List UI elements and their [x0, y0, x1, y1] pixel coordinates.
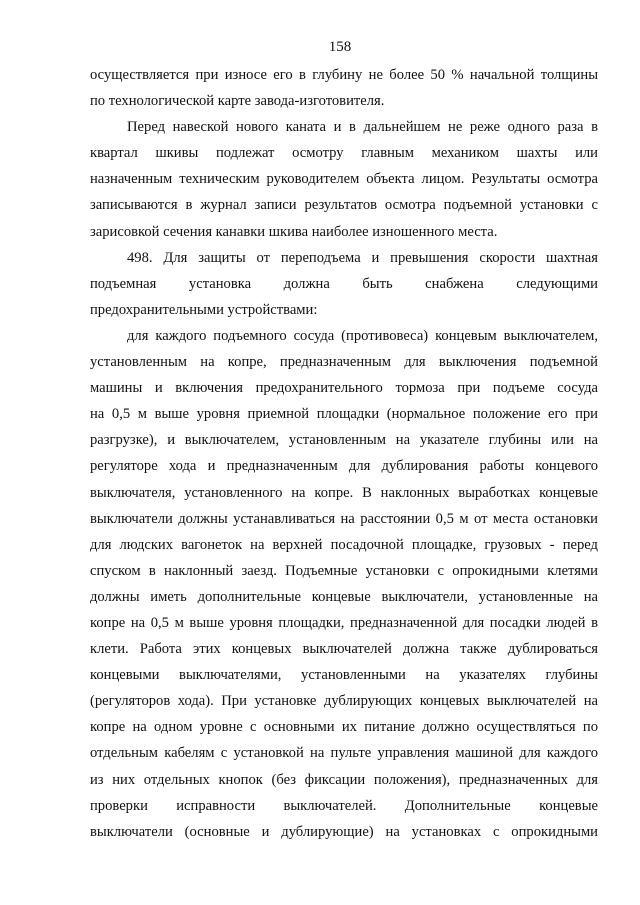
text-line: проверки исправности выключателей. Дополнительные концевые: [90, 797, 598, 814]
text-line: отдельным кабелям с установкой на пульте управления машиной для каждого: [90, 745, 598, 762]
text-line: разгрузке), и выключателем, установленным на указателе глубины или на: [90, 432, 598, 449]
text-line: должны иметь дополнительные концевые выключатели, установленные на: [90, 588, 598, 605]
text-line: выключатели должны устанавливаться на расстоянии 0,5 м от места остановки: [90, 510, 598, 527]
text-line: выключателя, установленного на копре. В наклонных выработках концевые: [90, 484, 598, 501]
text-line: спуском в наклонный заезд. Подъемные установки с опрокидными клетями: [90, 562, 598, 579]
text-line: копре на 0,5 м выше уровня площадки, предназначенной для посадки людей в: [90, 614, 598, 631]
text-line: для людских вагонеток на верхней посадочной площадке, грузовых - перед: [90, 536, 598, 553]
text-line: для каждого подъемного сосуда (противовеса) концевым выключателем,: [127, 327, 598, 344]
text-line: установленным на копре, предназначенным для выключения подъемной: [90, 354, 598, 371]
text-line: подъемная установка должна быть снабжена следующими: [90, 275, 598, 292]
text-line: концевыми выключателями, установленными на указателях глубины: [90, 667, 598, 684]
text-line: машины и включения предохранительного тормоза при подъеме сосуда: [90, 380, 598, 397]
text-line: квартал шкивы подлежат осмотру главным механиком шахты или: [90, 145, 598, 162]
text-line: из них отдельных кнопок (без фиксации положения), предназначенных для: [90, 771, 598, 788]
page-number: 158: [328, 39, 352, 55]
text-line: осуществляется при износе его в глубину не более 50 % начальной толщины: [90, 67, 598, 83]
text-line: записываются в журнал записи результатов осмотра подъемной установки с: [90, 197, 598, 214]
text-line: клети. Работа этих концевых выключателей должна также дублироваться: [90, 641, 598, 658]
text-line: копре на одном уровне с основными их питание должно осуществляться по: [90, 719, 598, 736]
text-line: регуляторе хода и предназначенным для дублирования работы концевого: [90, 458, 598, 475]
text-line: 498. Для защиты от переподъема и превышения скорости шахтная: [127, 249, 598, 266]
text-line: на 0,5 м выше уровня приемной площадки (нормальное положение его при: [90, 406, 598, 423]
text-line: выключатели (основные и дублирующие) на установках с опрокидными: [90, 823, 598, 840]
text-line: предохранительными устройствами:: [90, 301, 318, 318]
text-line: назначенным техническим руководителем объекта лицом. Результаты осмотра: [90, 171, 598, 188]
text-line: Перед навеской нового каната и в дальнейшем не реже одного раза в: [127, 119, 598, 136]
body-text: [90, 62, 598, 845]
text-line: (регуляторов хода). При установке дублирующих концевых выключателей на: [90, 693, 598, 710]
text-line: зарисовкой сечения канавки шкива наиболее изношенного места.: [90, 223, 498, 240]
text-line: по технологической карте завода-изготовителя.: [90, 93, 385, 110]
